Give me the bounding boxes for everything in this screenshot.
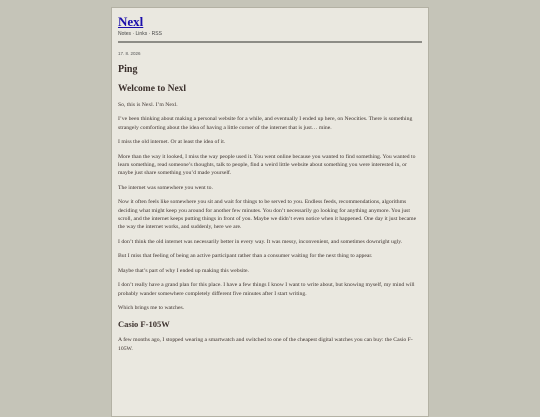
nav-link-rss[interactable]: RSS bbox=[151, 31, 162, 37]
post-subheading: Casio F-105W bbox=[118, 319, 170, 330]
post-paragraph: Maybe that’s part of why I ended up making this website. bbox=[118, 267, 249, 274]
post-body bbox=[118, 101, 422, 312]
post-paragraph: I miss the old internet. Or at least the idea of it. bbox=[118, 139, 226, 146]
post-paragraph: I don’t think the old internet was necessarily better in every way. It was messy, inconvenient, and sometimes downright ugly. bbox=[118, 238, 403, 245]
post-heading: Welcome to Nexl bbox=[118, 84, 187, 94]
post-paragraph: I don’t really have a grand plan for this place. I have a few things I know I want to write about, but knowing myself, my mind will probably wander somewhere completely different five minutes after I start writing. bbox=[118, 282, 415, 297]
post-paragraph: Now it often feels like somewhere you sit and wait for things to be served to you. Endless feeds, recommendations, algorithms deciding what might keep you around for another few minutes. You don’t necessarily go looking for anything anymore. You just scroll, and the internet keeps putting things in front of you. Maybe we didn’t even notice when it happened. One day it just became the way the internet works, and suddenly, here we are. bbox=[118, 199, 417, 231]
post-paragraph: More than the way it looked, I miss the way people used it. You went online because you wanted to find something. You wanted to learn something, read someone’s thoughts, talk to people, find a weird little website about something you were interested in, or maybe just share something you’d made yourself. bbox=[118, 153, 416, 177]
post-paragraph: So, this is Nexl. I’m Nexl. bbox=[118, 102, 178, 108]
post-paragraph: The internet was somewhere you went to. bbox=[118, 184, 213, 191]
site-title-link[interactable]: Nexl bbox=[118, 14, 144, 29]
post-paragraph: Which brings me to watches. bbox=[118, 304, 185, 311]
nav-link-notes[interactable]: Notes bbox=[118, 31, 132, 37]
post-paragraph: A few months ago, I stopped wearing a smartwatch and switched to one of the cheapest digital watches you can buy: the Casio F-105W. bbox=[118, 337, 413, 352]
nav-separator: · bbox=[131, 31, 136, 37]
post-paragraph: I’ve been thinking about making a personal website for a while, and eventually I ended up here, on Neocities. There is something strangely comforting about the idea of having a little corner of the internet that is just… mine. bbox=[118, 116, 413, 131]
nav-separator: · bbox=[147, 31, 152, 37]
post-paragraph: But I miss that feeling of being an active participant rather than a consumer waiting for the next thing to appear. bbox=[118, 253, 373, 260]
post-date: 17. 8. 2026 bbox=[118, 51, 141, 56]
page-container bbox=[111, 7, 429, 417]
site-title bbox=[118, 14, 422, 30]
site-nav bbox=[118, 31, 422, 38]
post-title: Ping bbox=[118, 64, 138, 75]
header-divider bbox=[118, 41, 422, 43]
nav-link-links[interactable]: Links bbox=[135, 31, 148, 37]
